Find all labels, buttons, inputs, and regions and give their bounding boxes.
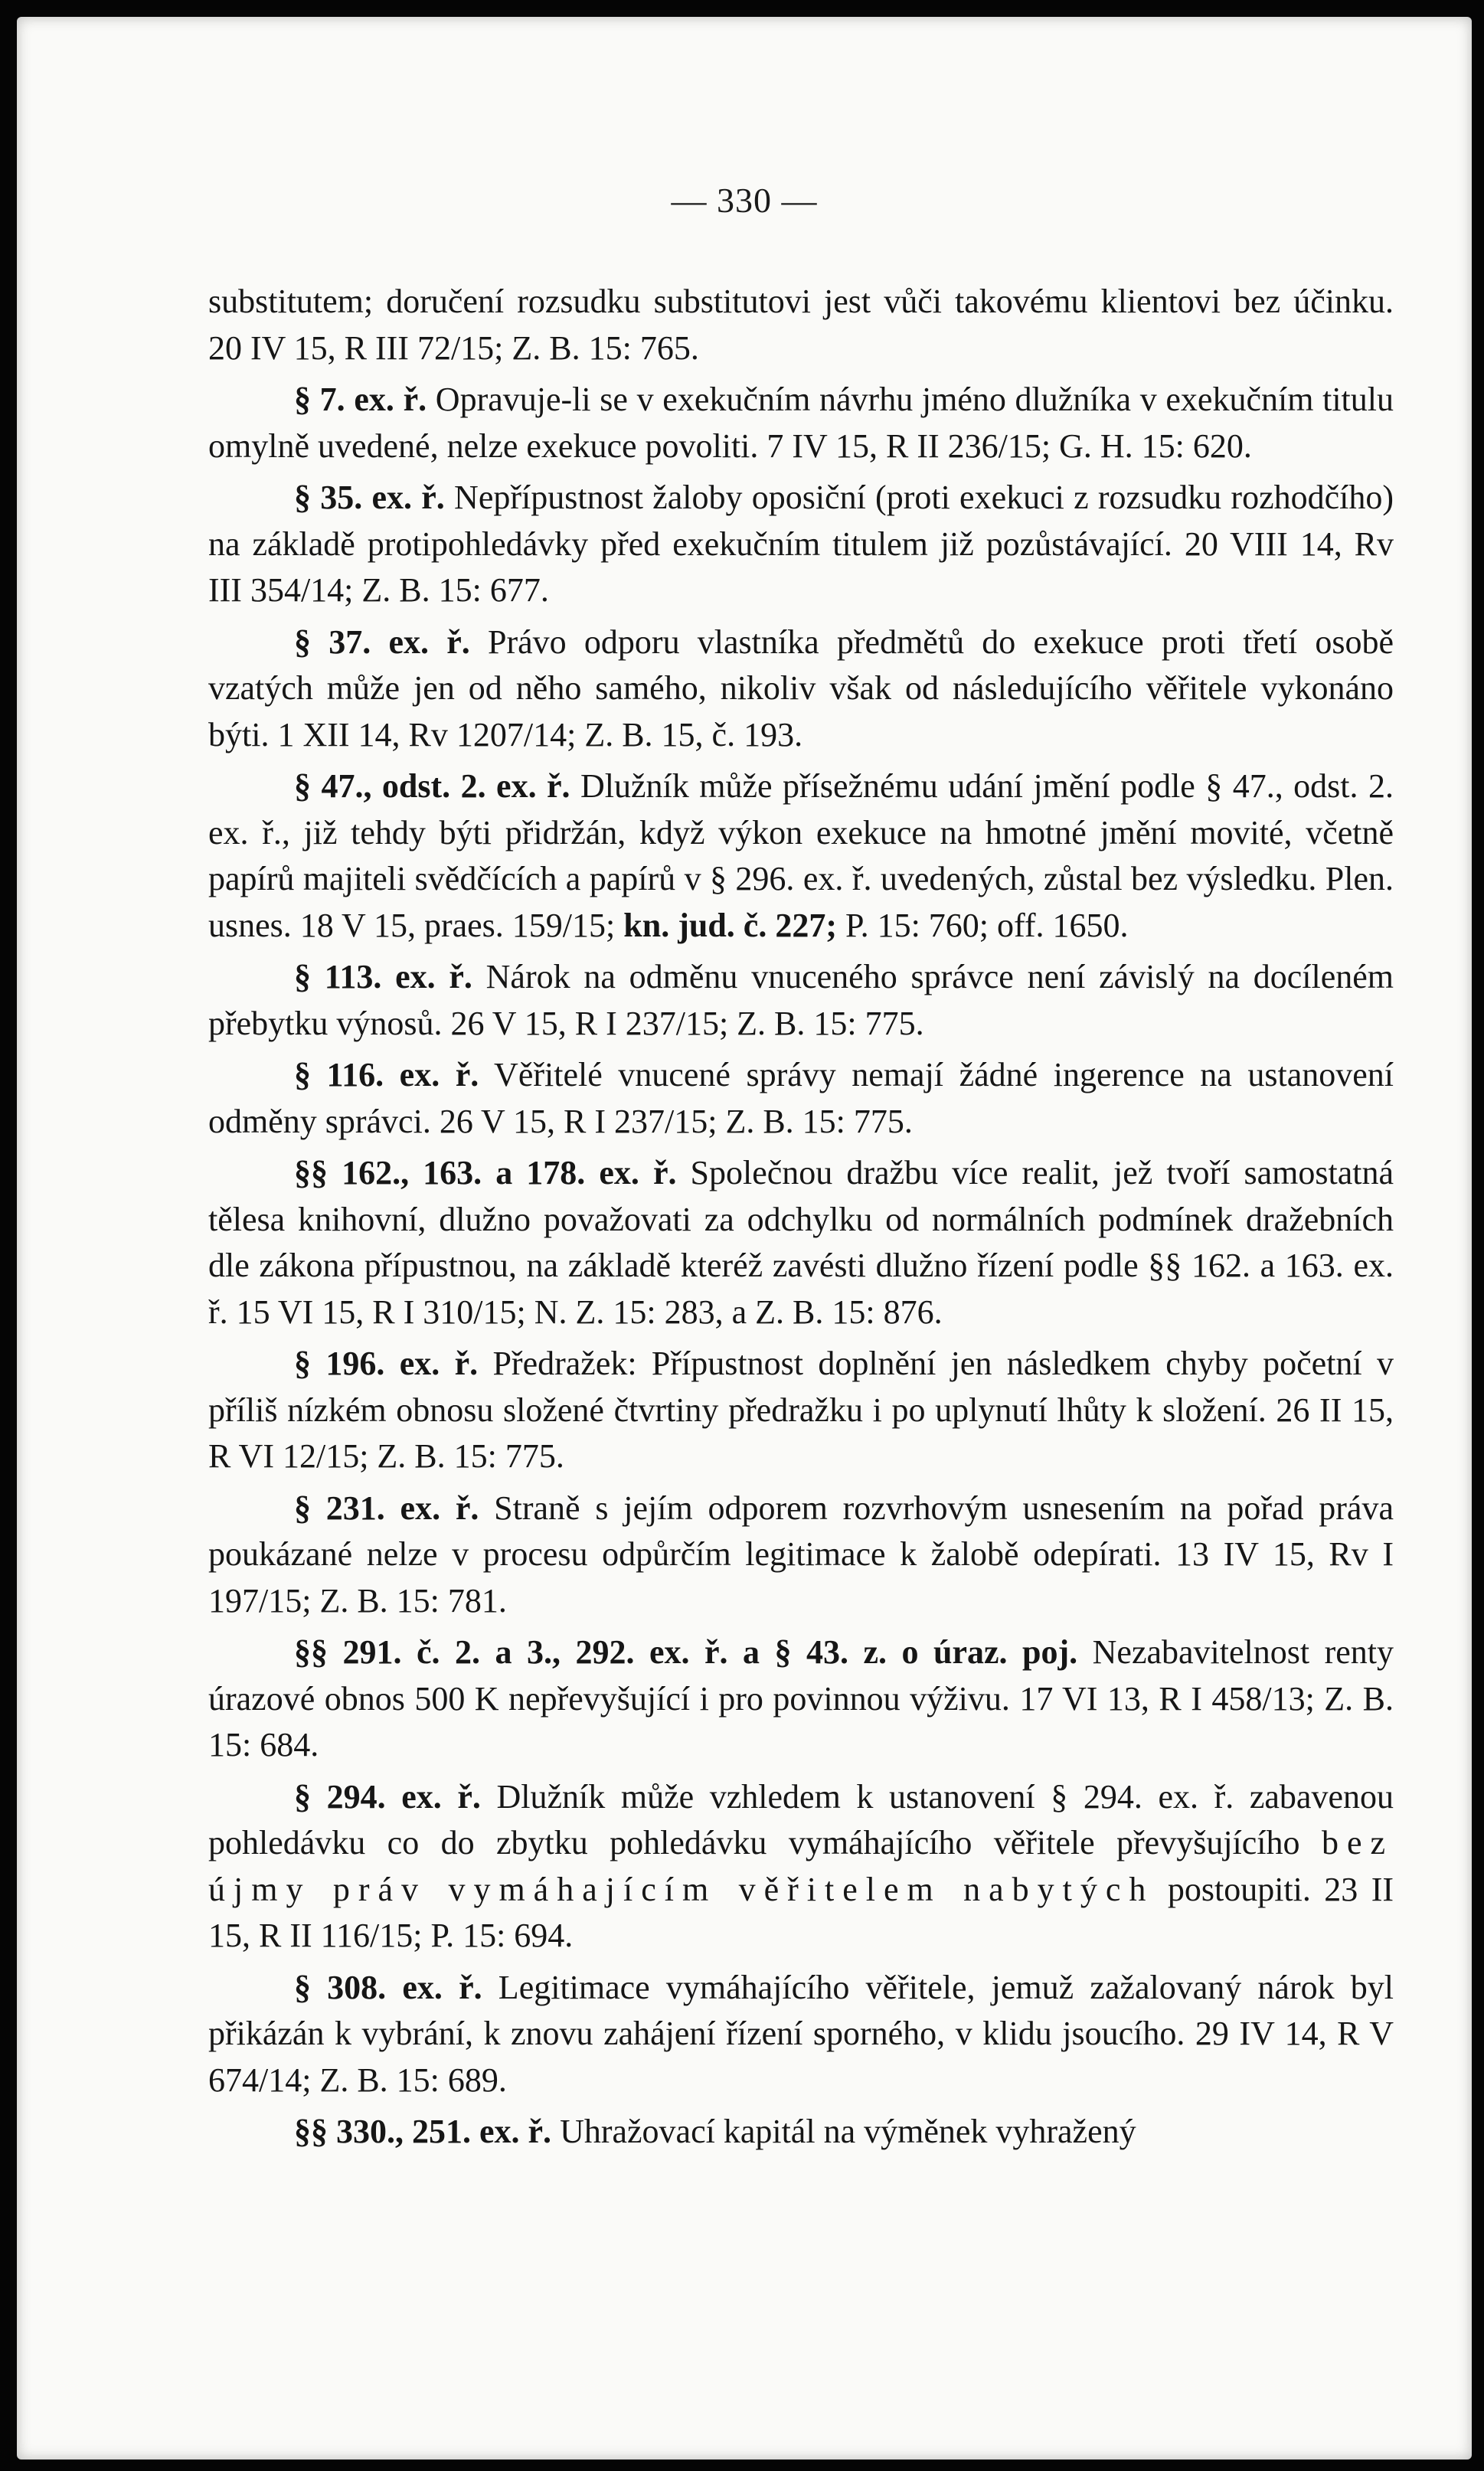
entry-text: Dlužník může vzhledem k ustanovení § 294. ex. ř. zabavenou pohledávku co do zbytku pohledávku vymáhajícího věřitele převyšujícího xyxy=(208,1777,1394,1861)
book-page xyxy=(17,17,1472,2460)
entry-paragraph xyxy=(208,1341,1394,1480)
entry-text: substitutem; doručení rozsudku substitutovi jest vůči takovému klientovi bez účinku. 20 IV 15, R III 72/15; Z. B. 15: 765. xyxy=(208,283,1394,367)
entry-heading: §§ 162., 163. a 178. ex. ř. xyxy=(294,1154,677,1191)
entry-paragraph xyxy=(208,475,1394,614)
entry-text: Nezabavitelnost renty úrazové obnos 500 K nepřevyšující i pro povinnou výživu. 17 VI 13, R I 458/13; Z. B. 15: 684. xyxy=(208,1633,1394,1763)
entry-heading: § 113. ex. ř. xyxy=(294,958,472,995)
entry-paragraph xyxy=(208,377,1394,469)
paragraph-continuation xyxy=(208,279,1394,371)
entry-paragraph xyxy=(208,954,1394,1047)
entry-heading: § 7. ex. ř. xyxy=(294,381,427,418)
page-number: — 330 — xyxy=(671,181,818,220)
entry-text: Věřitelé vnucené správy nemají žádné ingerence na ustanovení odměny správci. 26 V 15, R I 237/15; Z. B. 15: 775. xyxy=(208,1056,1394,1140)
entry-heading: § 47., odst. 2. ex. ř. xyxy=(294,767,570,805)
entry-text: Právo odporu vlastníka předmětů do exekuce proti třetí osobě vzatých může jen od něho samého, nikoliv však od následujícího věřitele vykonáno býti. 1 XII 14, Rv 1207/14; Z. B. 15, č. 193. xyxy=(208,623,1394,753)
entry-text: Nepřípustnost žaloby oposiční (proti exekuci z rozsudku rozhodčího) na základě protipohledávky před exekučním titulem již pozůstávající. 20 VIII 14, Rv III 354/14; Z. B. 15: 677. xyxy=(208,479,1394,609)
entry-text: Společnou dražbu více realit, jež tvoří samostatná tělesa knihovní, dlužno považovati za odchylku od normálních podmínek dražebních dle zákona přípustnou, na základě kteréž zavésti dlužno řízení podle §§ 162. a 163. ex. ř. 15 VI 15, R I 310/15; N. Z. 15: 283, a Z. B. 15: 876. xyxy=(208,1154,1394,1331)
entry-text: Dlužník může přísežnému udání jmění podle § 47., odst. 2. ex. ř., již tehdy býti přidržán, když výkon exekuce na hmotné jmění movité, včetně papírů majiteli svědčících a papírů v § 296. ex. ř. uvedených, zůstal bez výsledku. Plen. usnes. 18 V 15, praes. 159/15; xyxy=(208,767,1394,944)
entry-heading: § 35. ex. ř. xyxy=(294,479,445,516)
entry-paragraph xyxy=(208,619,1394,759)
entry-heading: § 116. ex. ř. xyxy=(294,1056,479,1093)
entry-text: Nárok na odměnu vnuceného správce není závislý na docíleném přebytku výnosů. 26 V 15, R I 237/15; Z. B. 15: 775. xyxy=(208,958,1394,1042)
entry-paragraph xyxy=(208,763,1394,949)
entry-paragraph xyxy=(208,1150,1394,1335)
entry-paragraph xyxy=(208,1629,1394,1769)
entry-paragraph xyxy=(208,2109,1394,2156)
entry-text: Předražek: Přípustnost doplnění jen následkem chyby početní v příliš nízkém obnosu složené čtvrtiny předražku i po uplynutí lhůty k složení. 26 II 15, R VI 12/15; Z. B. 15: 775. xyxy=(208,1345,1394,1475)
entry-paragraph xyxy=(208,1052,1394,1145)
entry-text: postoupiti. 23 II 15, R II 116/15; P. 15: 694. xyxy=(208,1870,1394,1954)
entry-citation-bold: kn. jud. č. 227; xyxy=(623,906,837,944)
entry-paragraph xyxy=(208,1774,1394,1959)
entry-text: Opravuje-li se v exekučním návrhu jméno dlužníka v exekučním titulu omylně uvedené, nelze exekuce povoliti. 7 IV 15, R II 236/15; G. H. 15: 620. xyxy=(208,381,1394,465)
entry-heading: § 37. ex. ř. xyxy=(294,623,470,661)
entry-heading: § 308. ex. ř. xyxy=(294,1968,482,2006)
entry-text: Uhražovací kapitál na výměnek vyhražený xyxy=(551,2113,1136,2150)
entry-text: Legitimace vymáhajícího věřitele, jemuž zažalovaný nárok byl přikázán k vybrání, k znovu zahájení řízení sporného, v klidu jsoucího. 29 IV 14, R V 674/14; Z. B. 15: 689. xyxy=(208,1968,1394,2099)
entry-text: Straně s jejím odporem rozvrhovým usnesením na pořad práva poukázané nelze v procesu odpůrčím legitimace k žalobě odepírati. 13 IV 15, Rv I 197/15; Z. B. 15: 781. xyxy=(208,1489,1394,1620)
page-body xyxy=(208,279,1394,2161)
entry-heading: § 196. ex. ř. xyxy=(294,1345,479,1382)
entry-heading: § 294. ex. ř. xyxy=(294,1777,481,1816)
entry-paragraph xyxy=(208,1486,1394,1625)
entry-text: P. 15: 760; off. 1650. xyxy=(836,906,1129,944)
entry-heading: §§ 291. č. 2. a 3., 292. ex. ř. a § 43. z. o úraz. poj. xyxy=(294,1633,1078,1671)
entry-heading: §§ 330., 251. ex. ř. xyxy=(294,2113,552,2150)
entry-spaced-emphasis: bez újmy práv vymáhajícím věřitelem nabytých xyxy=(208,1824,1394,1908)
entry-paragraph xyxy=(208,1965,1394,2104)
entry-heading: § 231. ex. ř. xyxy=(294,1489,479,1527)
